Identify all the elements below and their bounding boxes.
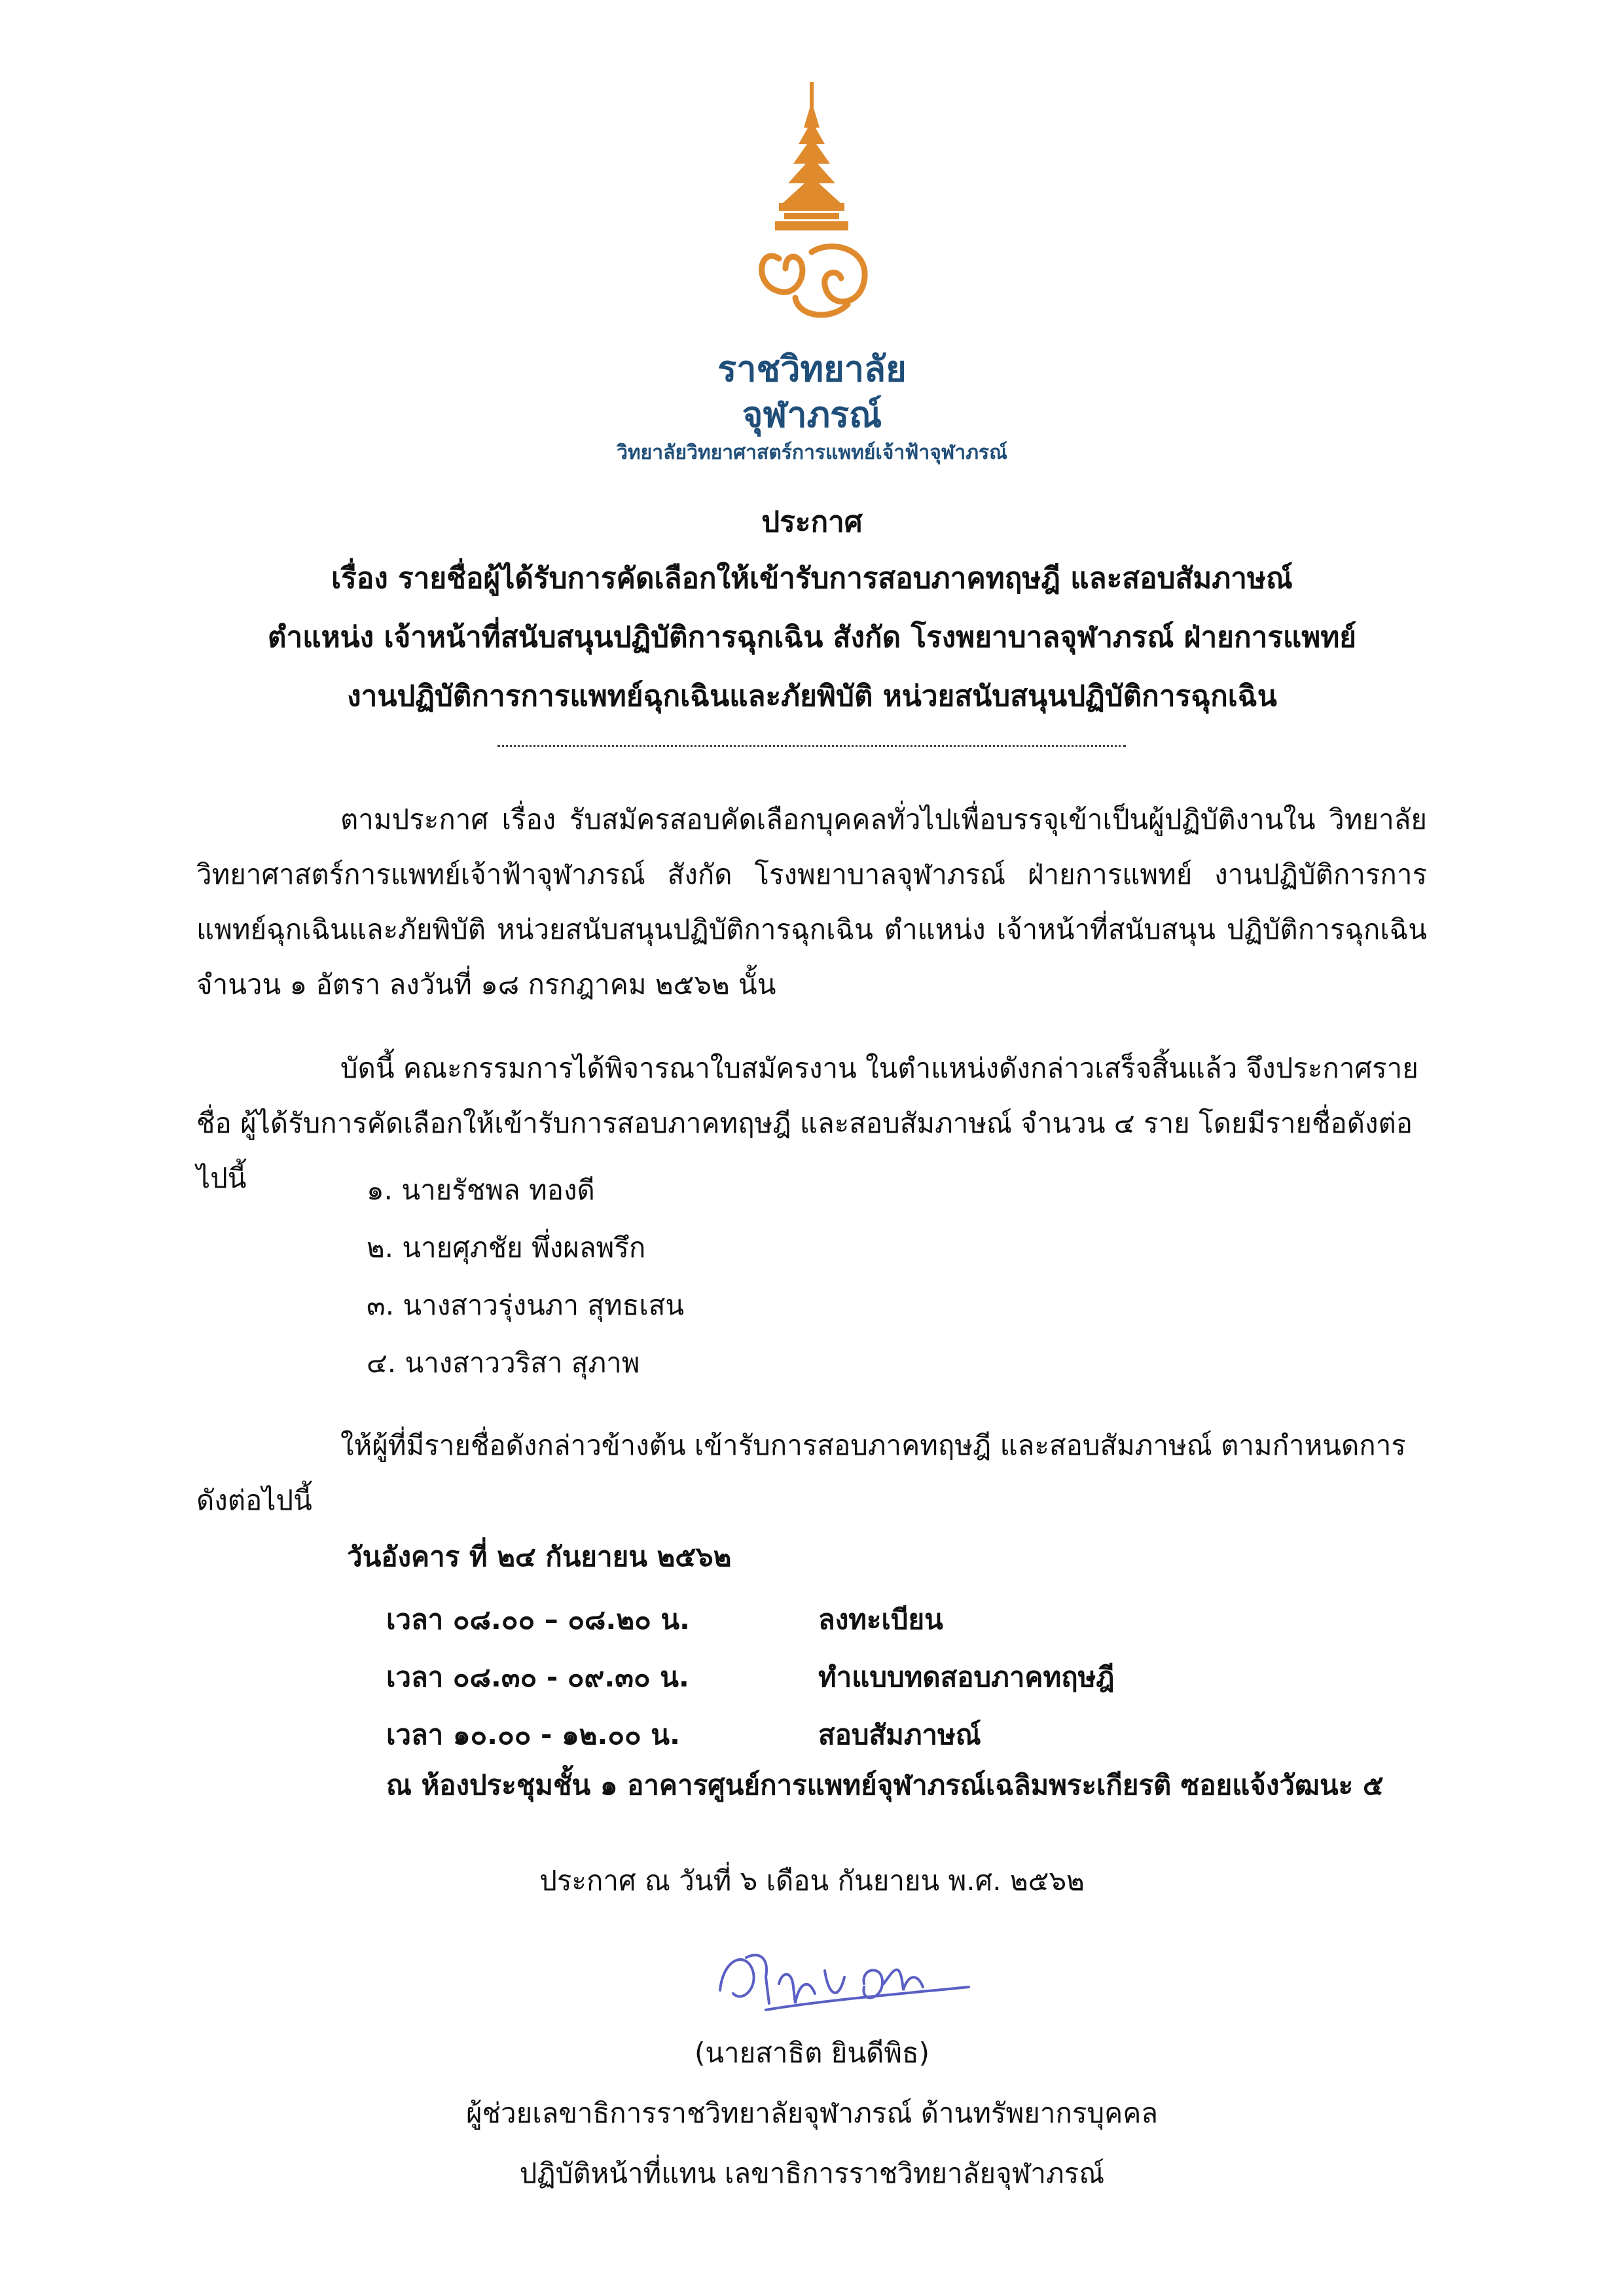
announcement-unit: งานปฏิบัติการการแพทย์ฉุกเฉินและภัยพิบัติ หน่วยสนับสนุนปฏิบัติการฉุกเฉิน [347, 680, 1277, 713]
schedule-activity: สอบสัมภาษณ์ [818, 1719, 981, 1751]
signer-name: (นายสาธิต ยินดีพิธ) [694, 2037, 930, 2069]
schedule-time: เวลา ๐๘.๐๐ – ๐๘.๒๐ น. [386, 1603, 690, 1635]
signature-icon [707, 1931, 982, 2030]
schedule-table [386, 1591, 1115, 1764]
logo-title-line2: จุฬาภรณ์ [742, 394, 882, 435]
candidate-item: ๓. นางสาวรุ่งนภา สุทธเสน [367, 1289, 685, 1321]
candidate-item: ๔. นางสาววริสา สุภาพ [367, 1347, 640, 1379]
schedule-date: วันอังคาร ที่ ๒๔ กันยายน ๒๕๖๒ [347, 1540, 732, 1573]
candidate-item: ๑. นายรัชพล ทองดี [367, 1174, 595, 1206]
body-paragraph-3: ให้ผู้ที่มีรายชื่อดังกล่าวข้างต้น เข้ารับการสอบภาคทฤษฎี และสอบสัมภาษณ์ ตามกำหนดการดังต่อไปนี้ [196, 1429, 1406, 1516]
schedule-time: เวลา ๐๘.๓๐ - ๐๙.๓๐ น. [386, 1661, 689, 1693]
candidate-item: ๒. นายศุภชัย พึ่งผลพรึก [367, 1231, 646, 1264]
logo-subtitle: วิทยาลัยวิทยาศาสตร์การแพทย์เจ้าฟ้าจุฬาภรณ์ [617, 441, 1007, 464]
schedule-row [386, 1649, 1115, 1706]
body-paragraph-2: บัดนี้ คณะกรรมการได้พิจารณาใบสมัครงาน ในตำแหน่งดังกล่าวเสร็จสิ้นแล้ว จึงประกาศรายชื่อ ผู้ได้รับการคัดเลือกให้เข้ารับการสอบภาคทฤษฎี และสอบสัมภาษณ์ จำนวน ๔ ราย โดยมีรายชื่อดังต่อไปนี้ [196, 1052, 1418, 1194]
schedule-place: ณ ห้องประชุมชั้น ๑ อาคารศูนย์การแพทย์จุฬาภรณ์เฉลิมพระเกียรติ ซอยแจ้งวัฒนะ ๕ [386, 1769, 1384, 1801]
body-paragraph-1: ตามประกาศ เรื่อง รับสมัครสอบคัดเลือกบุคคลทั่วไปเพื่อบรรจุเข้าเป็นผู้ปฏิบัติงานใน วิทยาลัยวิทยาศาสตร์การแพทย์เจ้าฟ้าจุฬาภรณ์ สังกัด โรงพยาบาลจุฬาภรณ์ ฝ่ายการแพทย์ งานปฏิบัติการการแพทย์ฉุกเฉินและภัยพิบัติ หน่วยสนับสนุนปฏิบัติการฉุกเฉิน ตำแหน่ง เจ้าหน้าที่สนับสนุน ปฏิบัติการฉุกเฉิน จำนวน ๑ อัตรา ลงวันที่ ๑๘ กรกฎาคม ๒๕๖๒ นั้น [196, 803, 1427, 1000]
college-emblem-icon [733, 82, 890, 344]
logo-title-line1: ราชวิทยาลัย [717, 348, 907, 390]
signer-acting-position: ปฏิบัติหน้าที่แทน เลขาธิการราชวิทยาลัยจุฬาภรณ์ [519, 2157, 1105, 2189]
schedule-time: เวลา ๑๐.๐๐ - ๑๒.๐๐ น. [386, 1719, 680, 1751]
candidate-list [367, 1161, 684, 1392]
schedule-activity: ลงทะเบียน [818, 1603, 943, 1635]
announcement-title: ประกาศ [761, 505, 863, 539]
heading-divider [497, 745, 1126, 747]
announcement-subject: เรื่อง รายชื่อผู้ได้รับการคัดเลือกให้เข้ารับการสอบภาคทฤษฎี และสอบสัมภาษณ์ [331, 562, 1293, 595]
announcement-position: ตำแหน่ง เจ้าหน้าที่สนับสนุนปฏิบัติการฉุกเฉิน สังกัด โรงพยาบาลจุฬาภรณ์ ฝ่ายการแพทย์ [267, 621, 1357, 654]
schedule-row [386, 1706, 1115, 1764]
schedule-row [386, 1591, 1115, 1649]
schedule-activity: ทำแบบทดสอบภาคทฤษฎี [818, 1661, 1115, 1693]
signer-position: ผู้ช่วยเลขาธิการราชวิทยาลัยจุฬาภรณ์ ด้านทรัพยากรบุคคล [465, 2097, 1159, 2129]
announce-date: ประกาศ ณ วันที่ ๖ เดือน กันยายน พ.ศ. ๒๕๖๒ [539, 1865, 1085, 1897]
